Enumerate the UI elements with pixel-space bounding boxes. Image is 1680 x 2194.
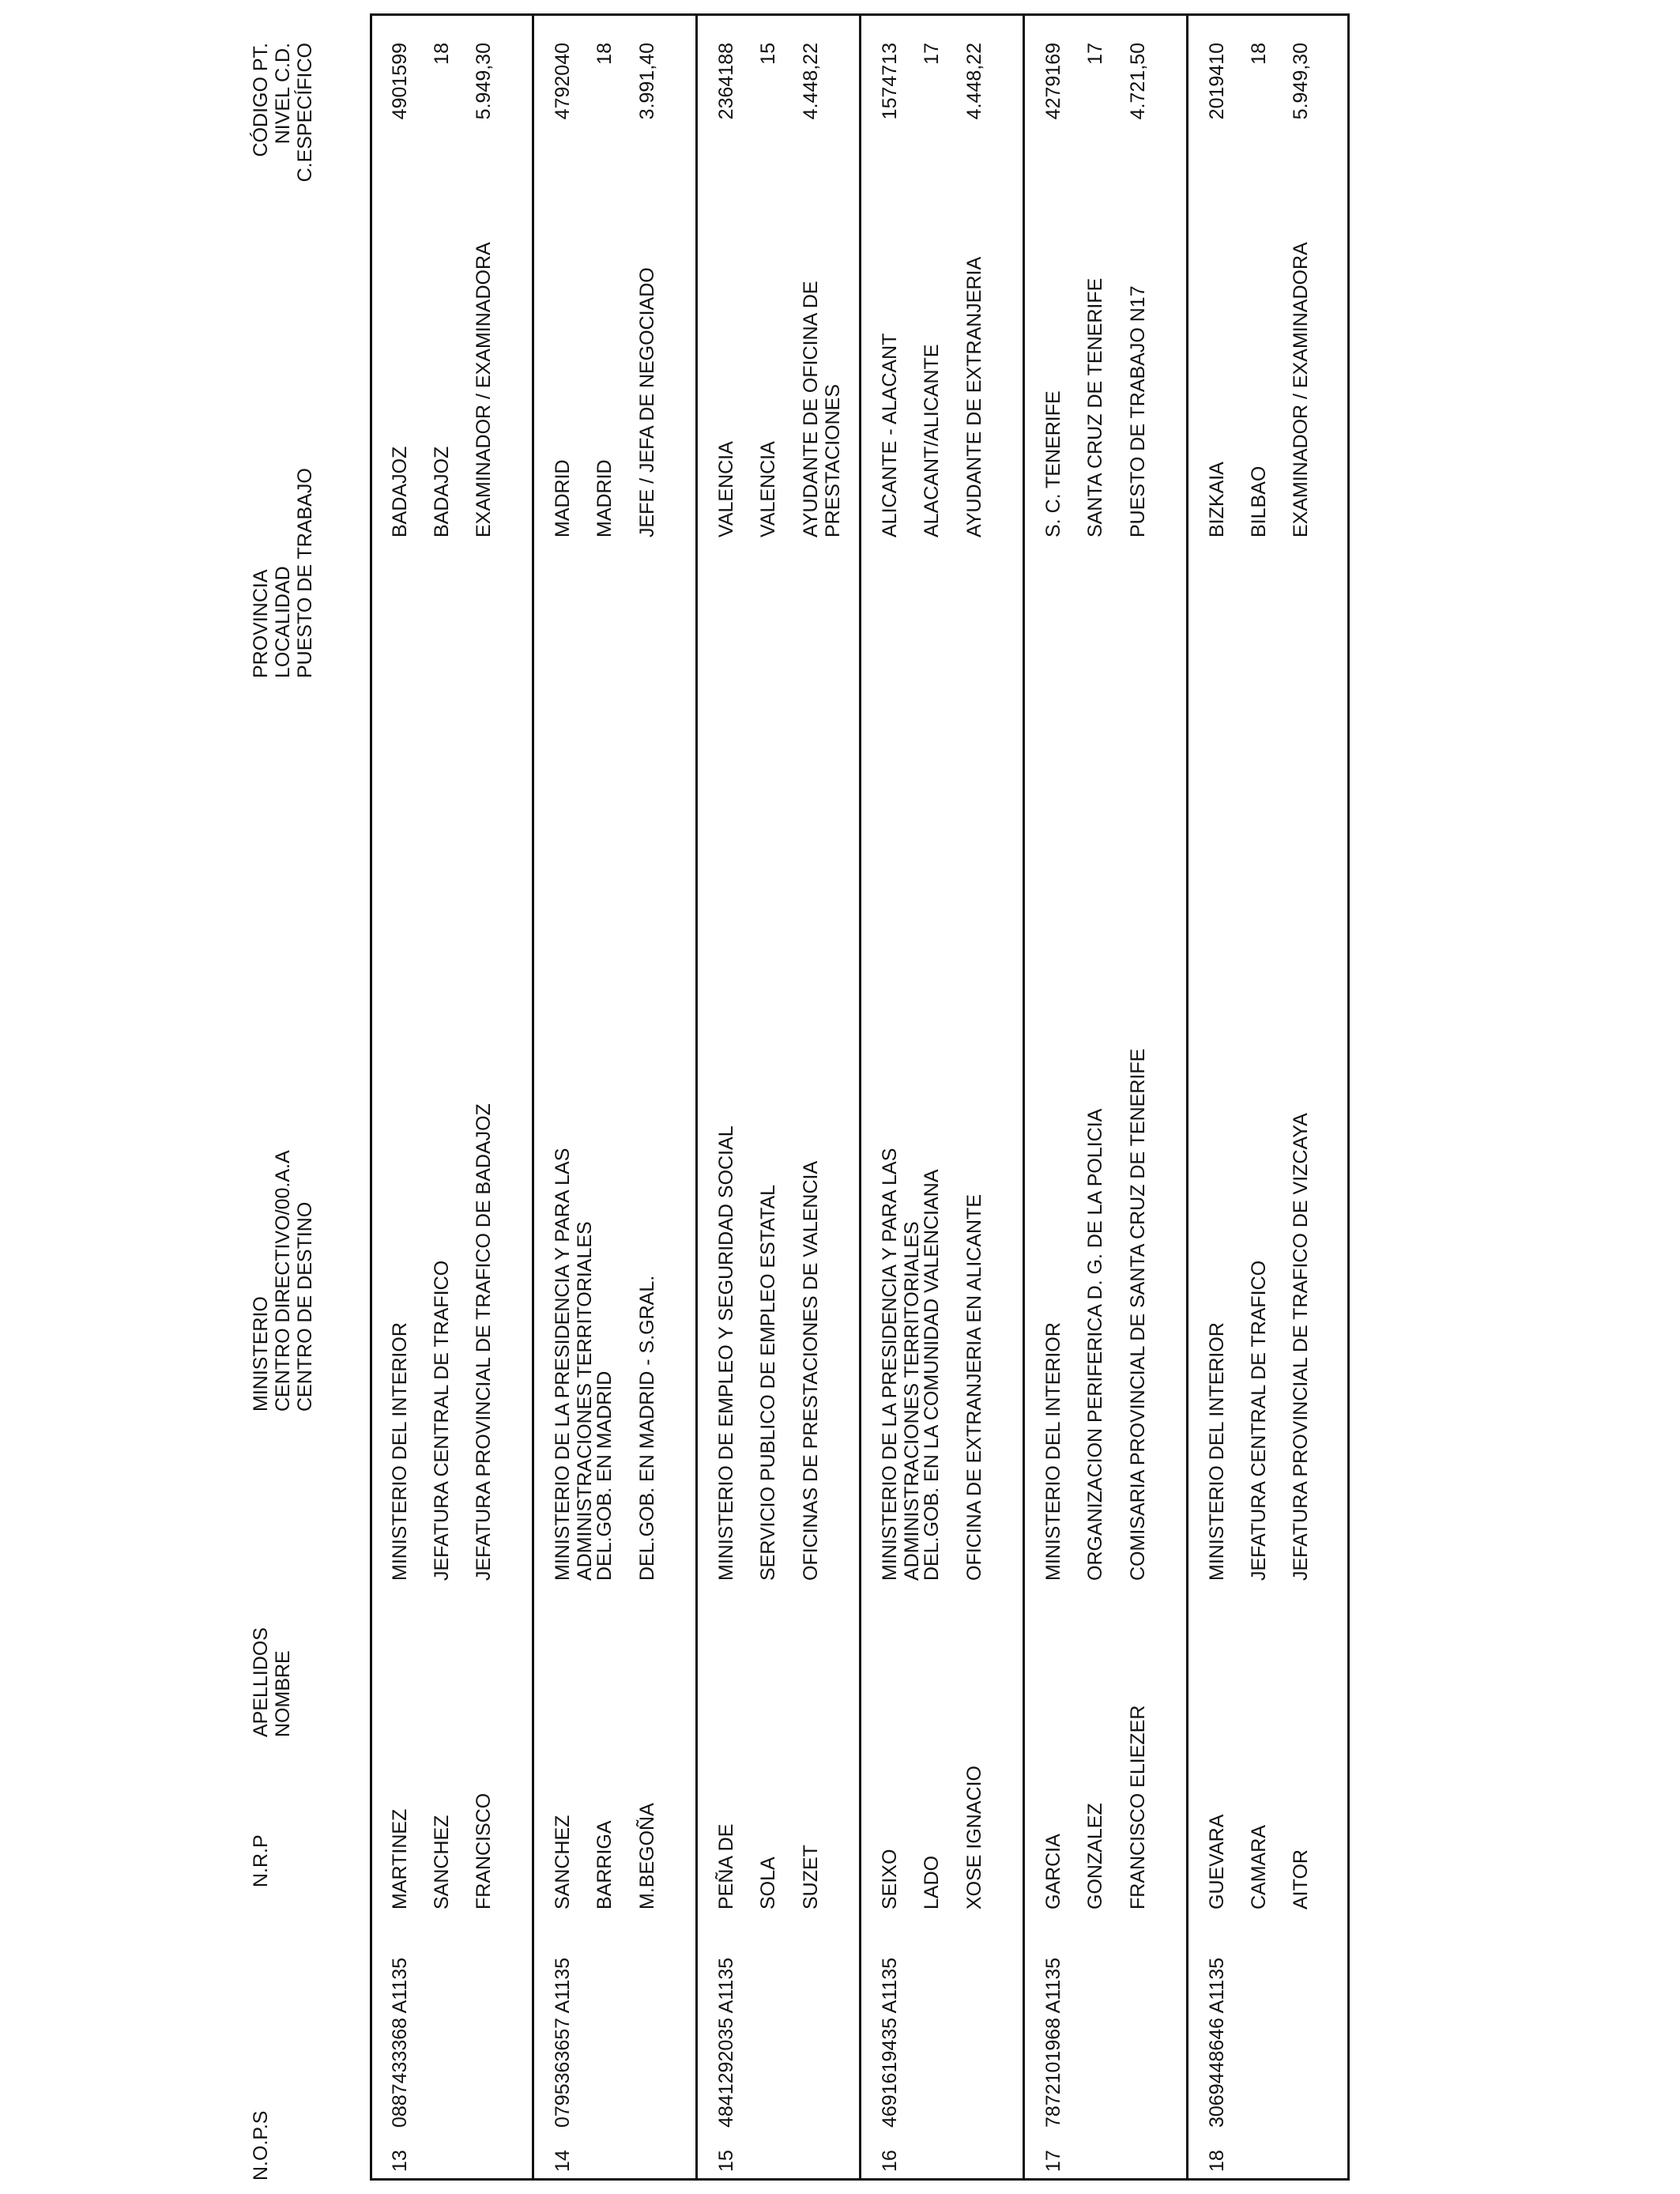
especifico-cell: 4.448,22 [963,43,985,120]
puesto-cell: AYUDANTE DE OFICINA DE PRESTACIONES [800,281,844,537]
apellido1-cell: MARTINEZ [389,1808,411,1909]
puesto-cell: EXAMINADOR / EXAMINADORA [473,242,495,537]
ministerio-cell: MINISTERIO DE LA PRESIDENCIA Y PARA LAS ADMINISTRACIONES TERRITORIALES [552,1148,596,1581]
ministerio-cell: MINISTERIO DE LA PRESIDENCIA Y PARA LAS ADMINISTRACIONES TERRITORIALES [879,1148,923,1581]
provincia-cell: VALENCIA [715,441,737,537]
puesto-cell: EXAMINADOR / EXAMINADORA [1290,242,1312,537]
header-nombre: NOMBRE [272,1650,294,1737]
provincia-cell: S. C. TENERIFE [1042,390,1064,537]
centro-directivo-cell: JEFATURA CENTRAL DE TRAFICO [431,1260,453,1581]
nivel-cell: 17 [921,43,943,65]
nrp-cell: 4841292035 A1135 [715,1957,737,2128]
nops-cell: 14 [552,2150,574,2172]
centro-directivo-cell: DEL.GOB. EN LA COMUNIDAD VALENCIANA [921,1169,943,1581]
row-divider [695,13,698,2181]
apellido2-cell: BARRIGA [593,1820,616,1909]
centro-destino-cell: OFICINAS DE PRESTACIONES DE VALENCIA [800,1160,822,1581]
nops-cell: 15 [715,2150,737,2172]
header-centro-destino: CENTRO DE DESTINO [294,1201,316,1412]
nrp-cell: 0887433368 A1135 [389,1957,411,2128]
especifico-cell: 3.991,40 [636,43,658,120]
header-localidad: LOCALIDAD [272,566,294,678]
centro-destino-cell: JEFATURA PROVINCIAL DE TRAFICO DE BADAJOZ [473,1103,495,1581]
header-apellidos: APELLIDOS [250,1627,272,1737]
nrp-cell: 3069448646 A1135 [1206,1957,1228,2128]
apellido2-cell: SOLA [757,1857,779,1909]
nops-cell: 16 [879,2150,901,2172]
centro-destino-cell: JEFATURA PROVINCIAL DE TRAFICO DE VIZCAYA [1290,1113,1312,1581]
header-centro-directivo: CENTRO DIRECTIVO/00.A.A [272,1150,294,1412]
ministerio-cell: MINISTERIO DE EMPLEO Y SEGURIDAD SOCIAL [715,1125,737,1581]
codigo-cell: 2019410 [1206,43,1228,120]
nivel-cell: 17 [1084,43,1106,65]
nombre-cell: AITOR [1290,1849,1312,1909]
apellido2-cell: LADO [921,1855,943,1909]
centro-destino-cell: DEL.GOB. EN MADRID - S.GRAL. [636,1275,658,1581]
apellido2-cell: SANCHEZ [431,1815,453,1909]
nops-cell: 17 [1042,2150,1064,2172]
provincia-cell: BIZKAIA [1206,462,1228,537]
nombre-cell: M.BEGOÑA [636,1803,658,1909]
ministerio-cell: MINISTERIO DEL INTERIOR [1042,1322,1064,1581]
especifico-cell: 5.949,30 [473,43,495,120]
apellido1-cell: GARCIA [1042,1834,1064,1909]
header-provincia: PROVINCIA [250,569,272,678]
especifico-cell: 4.721,50 [1127,43,1149,120]
codigo-cell: 4279169 [1042,43,1064,120]
provincia-cell: ALICANTE - ALACANT [879,333,901,537]
localidad-cell: BADAJOZ [431,446,453,537]
nombre-cell: SUZET [800,1845,822,1909]
codigo-cell: 2364188 [715,43,737,120]
header-ministerio: MINISTERIO [250,1296,272,1412]
nivel-cell: 15 [757,43,779,65]
nrp-cell: 0795363657 A1135 [552,1957,574,2128]
row-divider [859,13,861,2181]
puesto-cell: JEFE / JEFA DE NEGOCIADO [636,267,658,537]
codigo-cell: 4901599 [389,43,411,120]
header-nrp: N.R.P [250,1834,272,1887]
nombre-cell: FRANCISCO ELIEZER [1127,1705,1149,1909]
apellido2-cell: GONZALEZ [1084,1803,1106,1909]
localidad-cell: VALENCIA [757,441,779,537]
apellido1-cell: SANCHEZ [552,1815,574,1909]
codigo-cell: 4792040 [552,43,574,120]
header-nivel: NIVEL C.D. [272,43,294,145]
row-divider [1023,13,1025,2181]
localidad-cell: SANTA CRUZ DE TENERIFE [1084,277,1106,537]
nivel-cell: 18 [593,43,616,65]
localidad-cell: ALACANT/ALICANTE [921,344,943,537]
header-nops: N.O.P.S [250,2110,272,2181]
puesto-cell: AYUDANTE DE EXTRANJERIA [963,256,985,537]
centro-destino-cell: OFICINA DE EXTRANJERIA EN ALICANTE [963,1193,985,1581]
puesto-cell: PUESTO DE TRABAJO N17 [1127,285,1149,537]
codigo-cell: 1574713 [879,43,901,120]
header-puesto: PUESTO DE TRABAJO [294,468,316,678]
apellido1-cell: PEÑA DE [715,1823,737,1909]
nombre-cell: FRANCISCO [473,1793,495,1909]
provincia-cell: MADRID [552,459,574,537]
ministerio-cell: MINISTERIO DEL INTERIOR [1206,1322,1228,1581]
especifico-cell: 4.448,22 [800,43,822,120]
header-codigo: CÓDIGO PT. [250,43,272,157]
ministerio-cell: MINISTERIO DEL INTERIOR [389,1322,411,1581]
row-divider [532,13,534,2181]
nops-cell: 13 [389,2150,411,2172]
header-especifico: C.ESPECÍFICO [294,43,316,183]
centro-destino-cell: COMISARIA PROVINCIAL DE SANTA CRUZ DE TENERIFE [1127,1048,1149,1581]
nivel-cell: 18 [1248,43,1270,65]
apellido2-cell: CAMARA [1248,1825,1270,1909]
nivel-cell: 18 [431,43,453,65]
centro-directivo-cell: SERVICIO PUBLICO DE EMPLEO ESTATAL [757,1184,779,1581]
centro-directivo-cell: DEL.GOB. EN MADRID [593,1370,616,1581]
nrp-cell: 7872101968 A1135 [1042,1957,1064,2128]
nops-cell: 18 [1206,2150,1228,2172]
centro-directivo-cell: JEFATURA CENTRAL DE TRAFICO [1248,1260,1270,1581]
apellido1-cell: GUEVARA [1206,1814,1228,1909]
centro-directivo-cell: ORGANIZACION PERIFERICA D. G. DE LA POLICIA [1084,1108,1106,1581]
localidad-cell: BILBAO [1248,466,1270,537]
nombre-cell: XOSE IGNACIO [963,1766,985,1909]
apellido1-cell: SEIXO [879,1849,901,1909]
row-divider [1186,13,1188,2181]
nrp-cell: 4691619435 A1135 [879,1957,901,2128]
localidad-cell: MADRID [593,459,616,537]
especifico-cell: 5.949,30 [1290,43,1312,120]
provincia-cell: BADAJOZ [389,446,411,537]
